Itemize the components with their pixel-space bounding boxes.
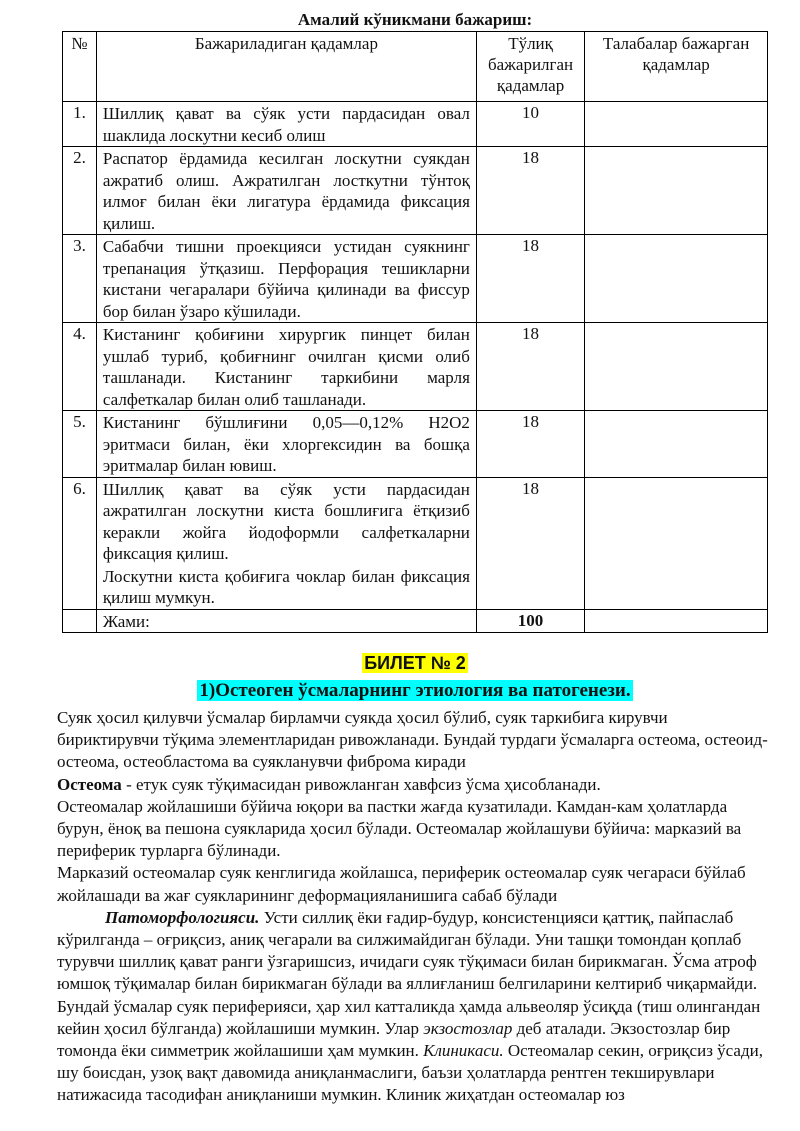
ticket-label: БИЛЕТ № 2 <box>364 653 466 673</box>
row-number: 5. <box>63 411 97 478</box>
paragraph: Марказий остеомалар суяк кенглигида жойлашса, периферик остеомалар суяк чегараси бўйлаб жойлашади ва жағ суякларининг деформацияланишига сабаб бўлади <box>57 863 746 905</box>
row-student <box>585 147 768 235</box>
paragraph: Патоморфологияси. Усти силлиқ ёки ғадир-будур, консистенцияси қаттиқ, пайпаслаб кўрилганда – оғриқсиз, аниқ чегарали ва силжимайдиган бўлади. Уни ташқи томондан қоплаб турувчи шиллиқ қават ранги ўзгаришсиз, ичидаги суяк тўқимаси билан бирикмаган. Ўсма атроф юмшоқ тўқималар билан бирикмаган бўлади ва яллиғланиш белгиларини келтириб чиқармайди. Бундай ўсмалар суяк периферияси, ҳар хил катталикда ҳамда альвеоляр ўсиқда (тиш олингандан кейин ҳосил бўлганда) жойлашиши мумкин. Улар экзостозлар деб аталади. Экзостозлар бир томонда ёки симметрик жойлашиши ҳам мумкин. Клиникаси. Остеомалар секин, оғриқсиз ўсади, шу боисдан, узоқ вақт давомида аниқланмаслиги, баъзи ҳолатларда рентген текширувлари натижасида тасодифан аниқланиши мумкин. Клиник жиҳатдан остеомалар юз <box>57 907 763 1105</box>
row-number: 2. <box>63 147 97 235</box>
term-clinic: Клиникаси. <box>423 1041 504 1061</box>
header-step: Бажариладиган қадамлар <box>96 32 476 102</box>
header-student-points: Талабалар бажарган қадамлар <box>585 32 768 102</box>
row-step: Кистанинг бўшлиғини 0,05—0,12% Н2О2 эритмаси билан, ёки хлоргексидин ва бошқа эритмалар билан ювиш. <box>96 411 476 478</box>
table-row <box>63 102 768 147</box>
row-number: 3. <box>63 235 97 323</box>
term-osteoma: Остеома <box>57 774 122 794</box>
row-step: Шиллиқ қават ва сўяк усти пардасидан ажратилган лоскутни киста бошлиғига ётқизиб керакли жойга йодоформли салфеткаларни фиксация қилиш. Лоскутни киста қобиғига чоклар билан фиксация қилиш мумкун. <box>96 477 476 609</box>
section-heading: 1)Остеоген ўсмаларнинг этиология ва патогенези. <box>199 680 631 701</box>
row-step: Шиллиқ қават ва сўяк усти пардасидан овал шаклида лоскутни кесиб олиш <box>96 102 476 147</box>
row-step: Кистанинг қобиғини хирургик пинцет билан ушлаб туриб, қобиғнинг очилган қисми олиб ташланади. Кистанинг таркибини марля салфеткалар билан олиб ташланади. <box>96 323 476 411</box>
row-student <box>585 411 768 478</box>
body-text <box>57 707 769 1107</box>
row-student <box>585 477 768 609</box>
total-value: 100 <box>476 609 584 633</box>
row-points: 18 <box>476 323 584 411</box>
row-number: 4. <box>63 323 97 411</box>
row-number: 1. <box>63 102 97 147</box>
row-step-extra: Лоскутни киста қобиғига чоклар билан фиксация қилиш мумкун. <box>102 566 470 607</box>
table-row <box>63 235 768 323</box>
row-points: 18 <box>476 411 584 478</box>
row-student <box>585 235 768 323</box>
header-full-points: Тўлиқ бажарилган қадамлар <box>476 32 584 102</box>
row-points: 18 <box>476 147 584 235</box>
table-header-row <box>63 32 768 102</box>
row-student <box>585 323 768 411</box>
row-number: 6. <box>63 477 97 609</box>
term-pathomorphology: Патоморфологияси. <box>105 907 260 927</box>
paragraph: Остеома - етук суяк тўқимасидан ривожланган хавфсиз ўсма ҳисобланади. <box>57 774 601 794</box>
total-label: Жами: <box>96 609 476 633</box>
table-row <box>63 147 768 235</box>
paragraph: Суяк ҳосил қилувчи ўсмалар бирламчи суякда ҳосил бўлиб, суяк таркибига кирувчи бириктирувчи тўқима элементларидан ривожланади. Бундай турдаги ўсмаларга остеома, остеоид-остеома, остеобластома ва суякланувчи фиброма киради <box>57 708 768 772</box>
paragraph: Остеомалар жойлашиши бўйича юқори ва пастки жағда кузатилади. Камдан-кам ҳолатларда бурун, ёноқ ва пешона суякларида ҳосил бўлади. Остеомалар жойлашуви бўйича: марказий ва периферик турларга бўлинади. <box>57 796 742 861</box>
table-total-row <box>63 609 768 633</box>
table-row <box>63 477 768 609</box>
row-student <box>585 102 768 147</box>
table-row <box>63 411 768 478</box>
row-step: Сабабчи тишни проекцияси устидан суякнинг трепанация ўтқазиш. Перфорация тешикларни кистани чегаралари бўйича қилинади ва фиссур бор билан ўзаро кўшилади. <box>96 235 476 323</box>
header-number: № <box>63 32 97 102</box>
row-points: 18 <box>476 235 584 323</box>
table-row <box>63 323 768 411</box>
row-points: 18 <box>476 477 584 609</box>
term-exostosis: экзостозлар <box>423 1018 513 1038</box>
row-points: 10 <box>476 102 584 147</box>
row-step: Распатор ёрдамида кесилган лоскутни суякдан ажратиб олиш. Ажратилган лосткутни тўнтоқ илмоғ билан ёки лигатура ёрдамида фиксация қилиш. <box>96 147 476 235</box>
page-title: Амалий кўникмани бажариш: <box>297 10 533 29</box>
steps-table <box>62 31 768 633</box>
